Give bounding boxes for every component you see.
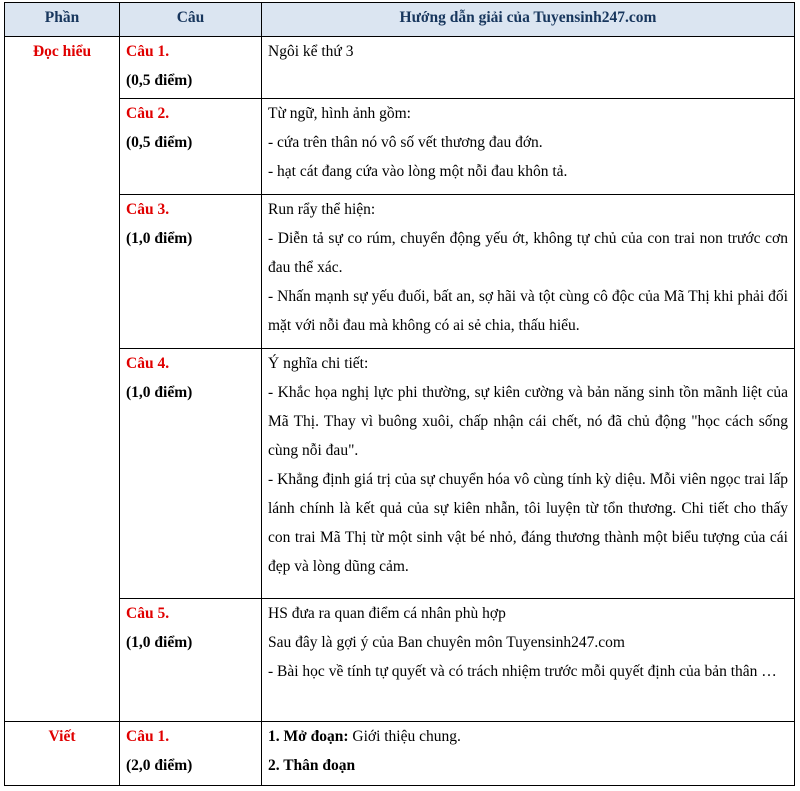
question-cell (120, 99, 262, 195)
answer-line: - Bài học về tính tự quyết và có trách nhiệm trước mỗi quyết định của bản thân … (268, 663, 777, 680)
answer-line: Ngôi kể thứ 3 (268, 43, 354, 60)
question-points: (0,5 điểm) (126, 72, 193, 89)
question-cell (120, 349, 262, 599)
question-label: Câu 3. (126, 201, 170, 218)
question-points: (1,0 điểm) (126, 384, 193, 401)
answer-cell (262, 349, 795, 599)
answer-table (4, 2, 795, 786)
section-label: 2. Thân đoạn (268, 757, 356, 774)
header-question: Câu (120, 3, 262, 37)
question-label: Câu 5. (126, 605, 170, 622)
question-label: Câu 1. (126, 43, 170, 60)
table-row (5, 195, 795, 349)
section-label: 1. Mở đoạn: (268, 728, 349, 745)
question-label: Câu 4. (126, 355, 170, 372)
header-part: Phần (5, 3, 120, 37)
question-points: (2,0 điểm) (126, 757, 193, 774)
answer-line: Ý nghĩa chi tiết: (268, 355, 369, 372)
question-cell (120, 195, 262, 349)
table-row (5, 37, 795, 99)
answer-cell (262, 722, 795, 786)
section-text: Giới thiệu chung. (348, 728, 461, 745)
answer-cell (262, 195, 795, 349)
table-row (5, 599, 795, 722)
question-points: (1,0 điểm) (126, 634, 193, 651)
question-label: Câu 1. (126, 728, 170, 745)
answer-cell (262, 99, 795, 195)
answer-line: Từ ngữ, hình ảnh gồm: (268, 105, 411, 122)
table-row (5, 99, 795, 195)
answer-line (268, 751, 788, 780)
answer-line: - Khẳng định giá trị của sự chuyển hóa vô cùng tính kỳ diệu. Mỗi viên ngọc trai lấp lánh chính là kết quả của sự kiên nhẫn, tôi luyện từ tổn thương. Chi tiết cho thấy con trai Mã Thị từ một sinh vật bé nhỏ, đáng thương thành một biểu tượng của cái đẹp và lòng dũng cảm. (268, 471, 788, 575)
answer-cell (262, 37, 795, 99)
answer-line: - Nhấn mạnh sự yếu đuối, bất an, sợ hãi và tột cùng cô độc của Mã Thị khi phải đối mặt với nỗi đau mà không có ai sẻ chia, thấu hiểu. (268, 288, 788, 334)
header-row (5, 3, 795, 37)
answer-line: - Diễn tả sự co rúm, chuyển động yếu ớt, không tự chủ của con trai non trước cơn đau thể xác. (268, 230, 788, 276)
header-guide: Hướng dẫn giải của Tuyensinh247.com (262, 3, 795, 37)
answer-cell (262, 599, 795, 722)
answer-line: HS đưa ra quan điểm cá nhân phù hợp (268, 605, 506, 622)
answer-line: - cứa trên thân nó vô số vết thương đau đớn. (268, 134, 543, 151)
part-doc-hieu: Đọc hiểu (5, 37, 120, 722)
answer-line (268, 722, 788, 751)
answer-line: - Khắc họa nghị lực phi thường, sự kiên cường và bản năng sinh tồn mãnh liệt của Mã Thị. Thay vì buông xuôi, chấp nhận cái chết, nó đã chủ động "học cách sống cùng nỗi đau". (268, 384, 788, 459)
question-points: (1,0 điểm) (126, 230, 193, 247)
question-points: (0,5 điểm) (126, 134, 193, 151)
answer-line: - hạt cát đang cứa vào lòng một nỗi đau khôn tả. (268, 163, 568, 180)
answer-line: Sau đây là gợi ý của Ban chuyên môn Tuyensinh247.com (268, 634, 625, 651)
answer-line: Run rẩy thể hiện: (268, 201, 376, 218)
table-row (5, 349, 795, 599)
table-row (5, 722, 795, 786)
question-label: Câu 2. (126, 105, 170, 122)
part-viet: Viết (5, 722, 120, 786)
question-cell (120, 722, 262, 786)
question-cell (120, 37, 262, 99)
question-cell (120, 599, 262, 722)
